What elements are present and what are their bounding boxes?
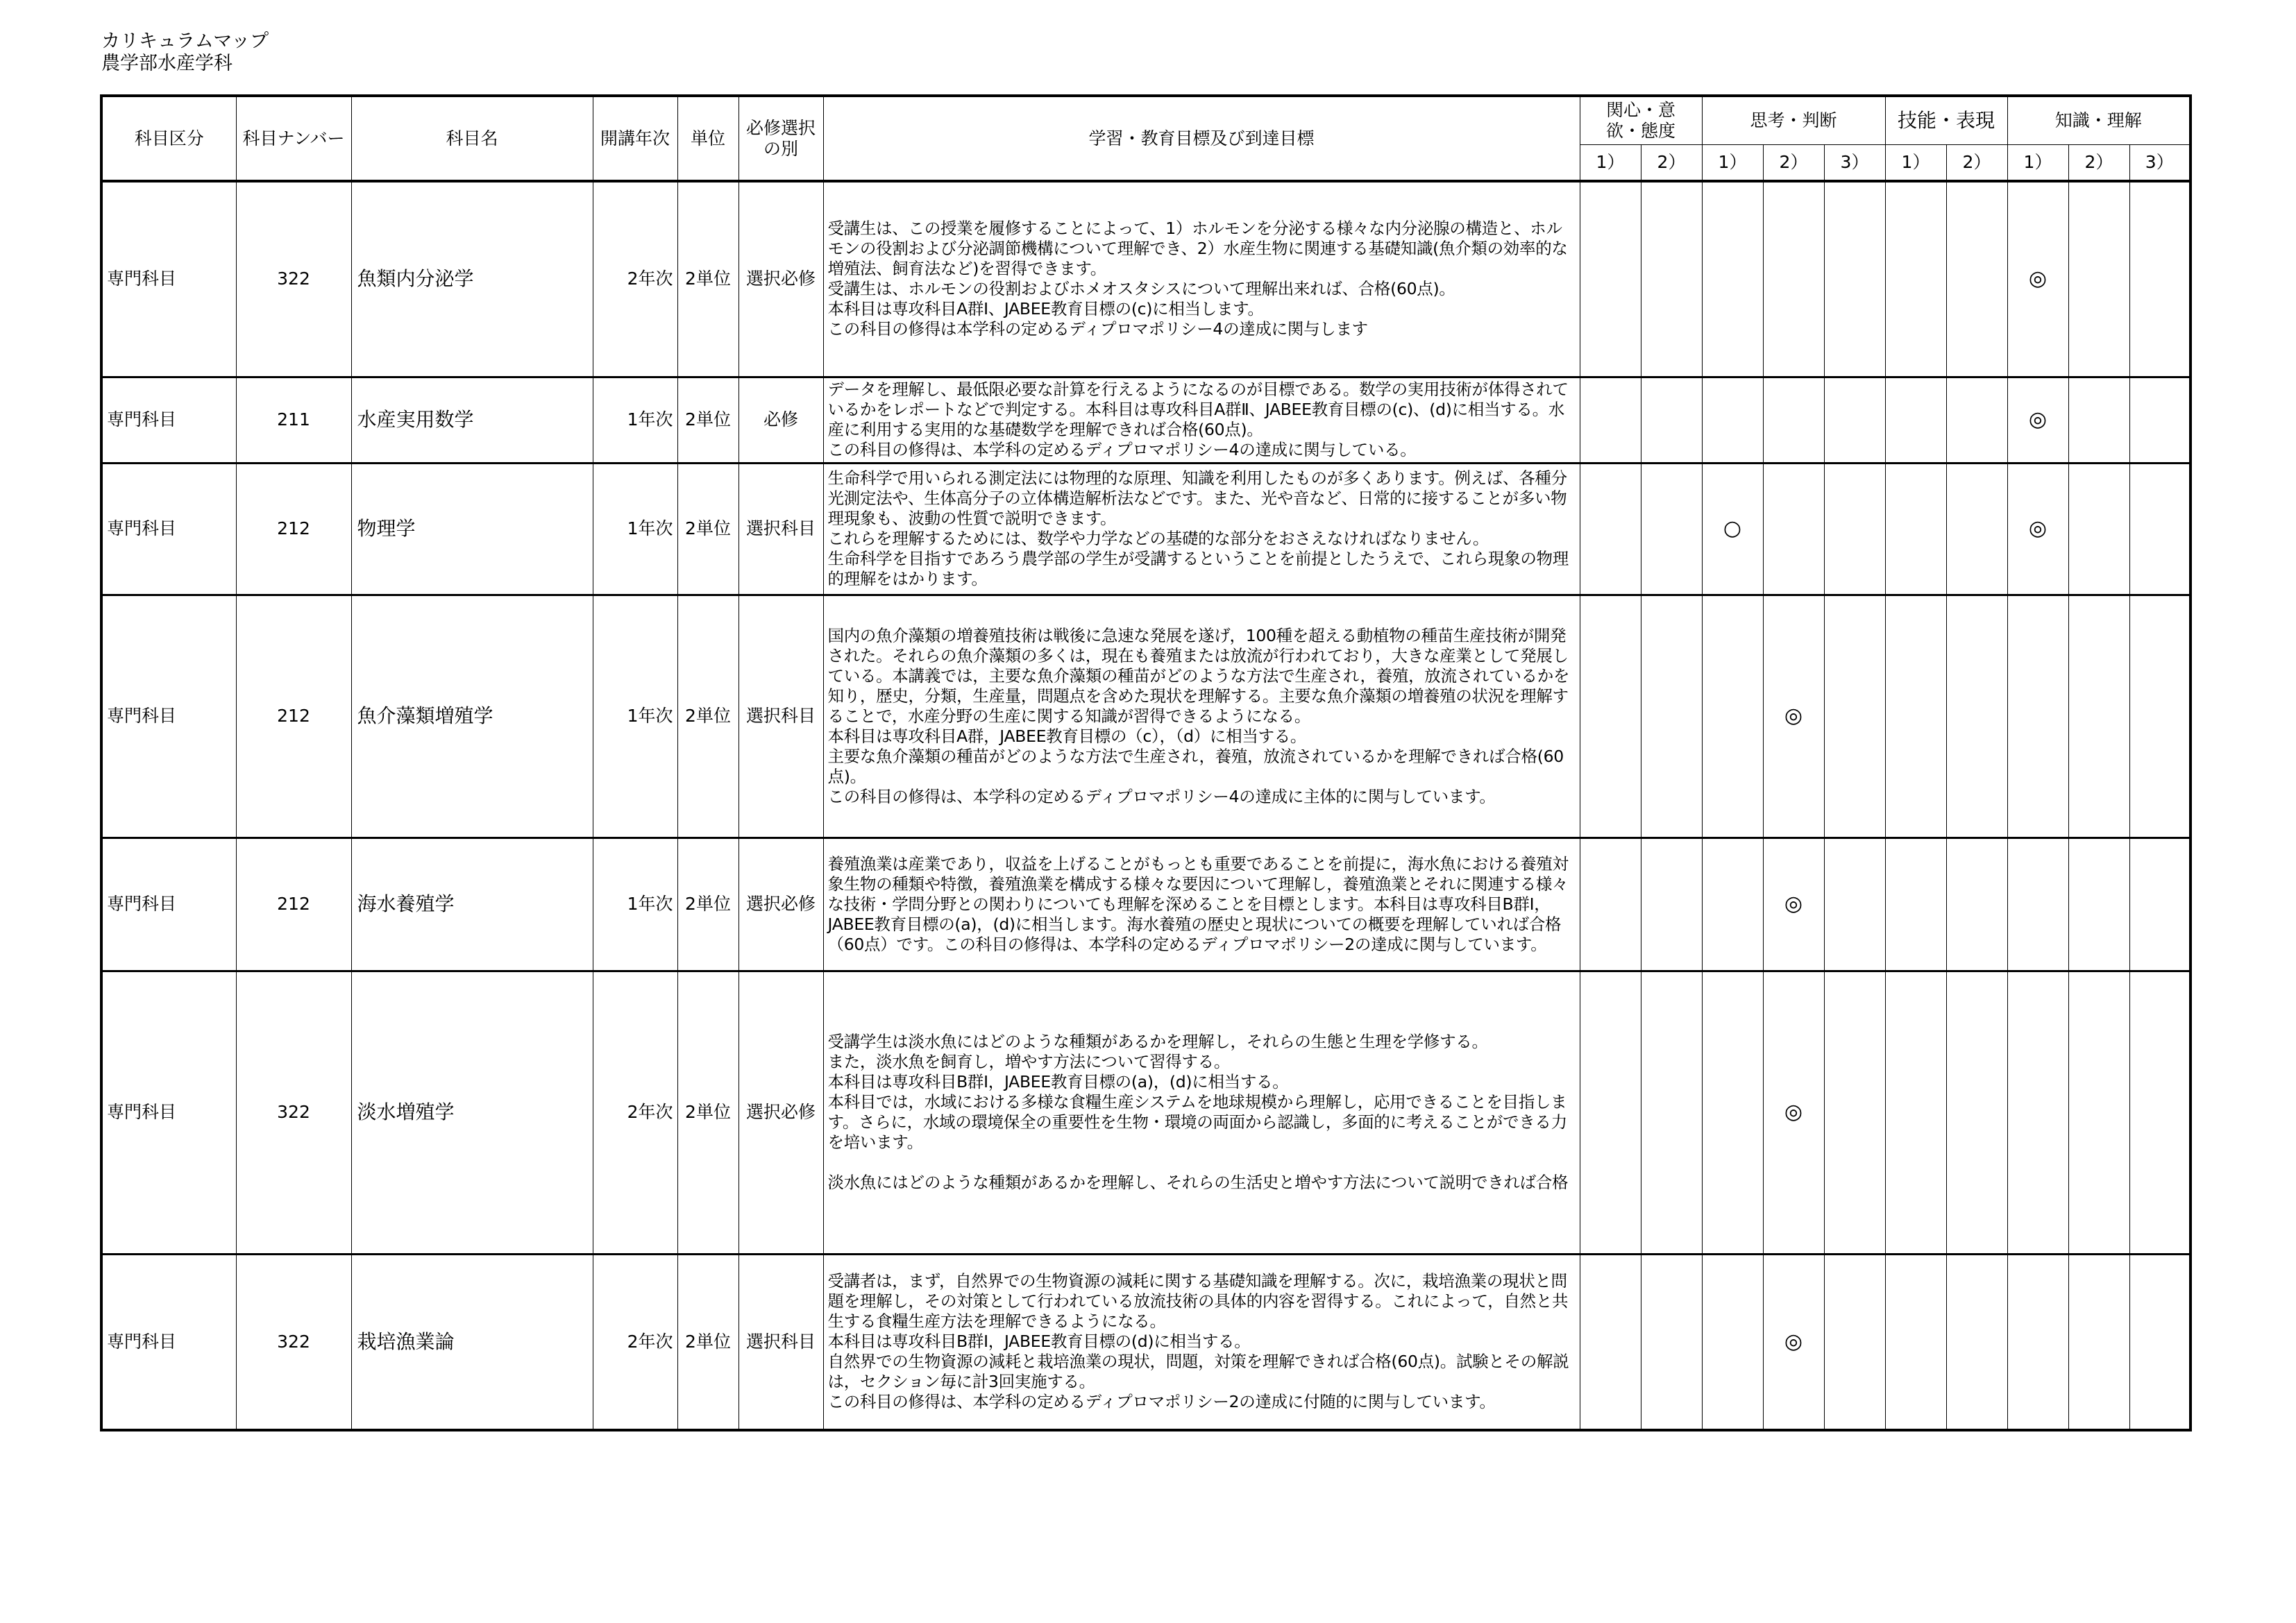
subject-name: 物理学 — [351, 463, 593, 595]
subject-name: 魚介藻類増殖学 — [351, 595, 593, 838]
subject-year: 1年次 — [593, 377, 677, 463]
subject-requirement: 選択科目 — [738, 463, 823, 595]
evaluation-mark — [1885, 595, 1946, 838]
evaluation-mark — [1580, 463, 1641, 595]
header-sub-thinking-3: 3） — [1824, 145, 1885, 182]
evaluation-mark — [2129, 838, 2191, 971]
evaluation-mark — [2007, 838, 2068, 971]
header-category: 科目区分 — [101, 96, 236, 181]
evaluation-mark — [1641, 595, 1702, 838]
header-name: 科目名 — [351, 96, 593, 181]
evaluation-mark — [1946, 838, 2007, 971]
subject-unit: 2単位 — [677, 463, 738, 595]
evaluation-mark: ◎ — [1763, 838, 1824, 971]
evaluation-mark — [1702, 838, 1763, 971]
table-row — [101, 971, 2191, 1254]
evaluation-mark — [1946, 463, 2007, 595]
subject-category: 専門科目 — [101, 971, 236, 1254]
header-sub-interest-2: 2） — [1641, 145, 1702, 182]
subject-year: 2年次 — [593, 971, 677, 1254]
header-sub-thinking-1: 1） — [1702, 145, 1763, 182]
evaluation-mark — [2007, 595, 2068, 838]
evaluation-mark — [2129, 595, 2191, 838]
evaluation-mark — [2129, 1254, 2191, 1430]
subject-description: 受講学生は淡水魚にはどのような種類があるかを理解し，それらの生態と生理を学修する。 また，淡水魚を飼育し，増やす方法について習得する。 本科目は専攻科目B群Ⅰ，JABEE教育目標の(a)，(d)に相当する。 本科目では，水域における多様な食糧生産システムを地球規模から理解し，応用できることを目指します。さらに，水域の環境保全の重要性を生物・環境の両面から認識し，多面的に考えることができる力を培います。 淡水魚にはどのような種類があるかを理解し、それらの生活史と増やす方法について説明できれば合格 — [823, 971, 1580, 1254]
header-sub-skill-1: 1） — [1885, 145, 1946, 182]
subject-requirement: 必修 — [738, 377, 823, 463]
evaluation-mark — [2068, 181, 2129, 377]
evaluation-mark — [1580, 595, 1641, 838]
header-sub-knowledge-3: 3） — [2129, 145, 2191, 182]
evaluation-mark — [1824, 463, 1885, 595]
header-unit: 単位 — [677, 96, 738, 181]
evaluation-mark — [1580, 377, 1641, 463]
evaluation-mark — [1702, 181, 1763, 377]
curriculum-table — [100, 94, 2192, 1431]
title-line-1: カリキュラムマップ — [101, 31, 269, 52]
evaluation-mark — [1824, 971, 1885, 1254]
evaluation-mark — [1702, 377, 1763, 463]
evaluation-mark — [1580, 838, 1641, 971]
subject-unit: 2単位 — [677, 971, 738, 1254]
subject-unit: 2単位 — [677, 377, 738, 463]
evaluation-mark — [1885, 377, 1946, 463]
subject-description: 生命科学で用いられる測定法には物理的な原理、知識を利用したものが多くあります。例えば、各種分光測定法や、生体高分子の立体構造解析法などです。また、光や音など、日常的に接することが多い物理現象も、波動の性質で説明できます。 これらを理解するためには、数学や力学などの基礎的な部分をおさえなければなりません。 生命科学を目指すであろう農学部の学生が受講するということを前提としたうえで、これら現象の物理的理解をはかります。 — [823, 463, 1580, 595]
subject-category: 専門科目 — [101, 595, 236, 838]
header-group-thinking: 思考・判断 — [1702, 96, 1885, 145]
subject-number: 211 — [236, 377, 351, 463]
header-number: 科目ナンバー — [236, 96, 351, 181]
subject-name: 水産実用数学 — [351, 377, 593, 463]
table-row — [101, 463, 2191, 595]
header-sub-thinking-2: 2） — [1763, 145, 1824, 182]
evaluation-mark — [1824, 377, 1885, 463]
evaluation-mark — [1641, 838, 1702, 971]
table-body — [101, 181, 2191, 1430]
subject-number: 322 — [236, 971, 351, 1254]
evaluation-mark: ◎ — [1763, 1254, 1824, 1430]
evaluation-mark — [1946, 1254, 2007, 1430]
subject-year: 1年次 — [593, 595, 677, 838]
subject-name: 淡水増殖学 — [351, 971, 593, 1254]
evaluation-mark — [1580, 1254, 1641, 1430]
evaluation-mark — [1763, 377, 1824, 463]
subject-requirement: 選択科目 — [738, 595, 823, 838]
subject-number: 322 — [236, 1254, 351, 1430]
evaluation-mark — [1641, 181, 1702, 377]
subject-number: 212 — [236, 838, 351, 971]
subject-description: データを理解し、最低限必要な計算を行えるようになるのが目標である。数学の実用技術が体得されているかをレポートなどで判定する。本科目は専攻科目A群Ⅱ、JABEE教育目標の(c)、(d)に相当する。水産に利用する実用的な基礎数学を理解できれば合格(60点)。 この科目の修得は、本学科の定めるディプロマポリシー4の達成に関与している。 — [823, 377, 1580, 463]
evaluation-mark — [1702, 595, 1763, 838]
header-sub-skill-2: 2） — [1946, 145, 2007, 182]
subject-number: 212 — [236, 463, 351, 595]
subject-number: 322 — [236, 181, 351, 377]
subject-year: 1年次 — [593, 463, 677, 595]
evaluation-mark — [1641, 463, 1702, 595]
evaluation-mark: ◎ — [2007, 463, 2068, 595]
evaluation-mark — [2129, 377, 2191, 463]
evaluation-mark: ◎ — [1763, 971, 1824, 1254]
evaluation-mark — [1946, 377, 2007, 463]
subject-category: 専門科目 — [101, 838, 236, 971]
subject-category: 専門科目 — [101, 181, 236, 377]
subject-description: 国内の魚介藻類の増養殖技術は戦後に急速な発展を遂げ，100種を超える動植物の種苗生産技術が開発された。それらの魚介藻類の多くは，現在も養殖または放流が行われており，大きな産業として発展している。本講義では，主要な魚介藻類の種苗がどのような方法で生産され，養殖，放流されているかを知り，歴史，分類，生産量，問題点を含めた現状を理解する。主要な魚介藻類の増養殖の状況を理解することで，水産分野の生産に関する知識が習得できるようになる。 本科目は専攻科目A群，JABEE教育目標の（c），（d）に相当する。 主要な魚介藻類の種苗がどのような方法で生産され，養殖，放流されているかを理解できれば合格(60点)。 この科目の修得は、本学科の定めるディプロマポリシー4の達成に主体的に関与しています。 — [823, 595, 1580, 838]
evaluation-mark — [1763, 181, 1824, 377]
evaluation-mark — [1641, 971, 1702, 1254]
evaluation-mark — [2068, 377, 2129, 463]
subject-description: 受講生は、この授業を履修することによって、1）ホルモンを分泌する様々な内分泌腺の構造と、ホルモンの役割および分泌調節機構について理解でき、2）水産生物に関連する基礎知識(魚介類の効率的な増殖法、飼育法など)を習得できます。 受講生は、ホルモンの役割およびホメオスタシスについて理解出来れば、合格(60点)。 本科目は専攻科目A群I、JABEE教育目標の(c)に相当します。 この科目の修得は本学科の定めるディプロマポリシー4の達成に関与します — [823, 181, 1580, 377]
header-sub-interest-1: 1） — [1580, 145, 1641, 182]
header-sub-knowledge-2: 2） — [2068, 145, 2129, 182]
evaluation-mark — [1641, 377, 1702, 463]
subject-unit: 2単位 — [677, 595, 738, 838]
evaluation-mark — [1824, 181, 1885, 377]
subject-description: 養殖漁業は産業であり，収益を上げることがもっとも重要であることを前提に，海水魚における養殖対象生物の種類や特徴，養殖漁業を構成する様々な要因について理解し，養殖漁業とそれに関連する様々な技術・学問分野との関わりについても理解を深めることを目標とします。本科目は専攻科目B群Ⅰ，JABEE教育目標の(a)，(d)に相当します。海水養殖の歴史と現状についての概要を理解していれば合格（60点）です。この科目の修得は、本学科の定めるディプロマポリシー2の達成に関与しています。 — [823, 838, 1580, 971]
header-group-skill: 技能・表現 — [1885, 96, 2007, 145]
subject-category: 専門科目 — [101, 1254, 236, 1430]
subject-number: 212 — [236, 595, 351, 838]
subject-category: 専門科目 — [101, 377, 236, 463]
evaluation-mark — [2129, 181, 2191, 377]
subject-unit: 2単位 — [677, 838, 738, 971]
evaluation-mark — [2068, 595, 2129, 838]
evaluation-mark — [1763, 463, 1824, 595]
evaluation-mark — [1824, 595, 1885, 838]
evaluation-mark — [1946, 595, 2007, 838]
table-row — [101, 595, 2191, 838]
evaluation-mark: ◎ — [1763, 595, 1824, 838]
evaluation-mark — [1885, 971, 1946, 1254]
subject-requirement: 選択必修 — [738, 838, 823, 971]
subject-year: 2年次 — [593, 181, 677, 377]
evaluation-mark — [2068, 463, 2129, 595]
header-requirement: 必修選択の別 — [738, 96, 823, 181]
evaluation-mark — [1885, 463, 1946, 595]
subject-description: 受講者は，まず，自然界での生物資源の減耗に関する基礎知識を理解する。次に，栽培漁業の現状と問題を理解し，その対策として行われている放流技術の具体的内容を習得する。これによって，自然と共生する食糧生産方法を理解できるようになる。 本科目は専攻科目B群Ⅰ，JABEE教育目標の(d)に相当する。 自然界での生物資源の減耗と栽培漁業の現状，問題，対策を理解できれば合格(60点)。試験とその解説は，セクション毎に計3回実施する。 この科目の修得は、本学科の定めるディプロマポリシー2の達成に付随的に関与しています。 — [823, 1254, 1580, 1430]
title-line-2: 農学部水産学科 — [101, 53, 233, 74]
evaluation-mark — [2007, 1254, 2068, 1430]
evaluation-mark — [2007, 971, 2068, 1254]
evaluation-mark — [1641, 1254, 1702, 1430]
table-row — [101, 181, 2191, 377]
subject-requirement: 選択必修 — [738, 181, 823, 377]
subject-category: 専門科目 — [101, 463, 236, 595]
evaluation-mark — [1824, 838, 1885, 971]
document-title — [101, 31, 269, 75]
header-goals: 学習・教育目標及び到達目標 — [823, 96, 1580, 181]
subject-unit: 2単位 — [677, 1254, 738, 1430]
evaluation-mark — [2068, 971, 2129, 1254]
evaluation-mark — [1885, 1254, 1946, 1430]
evaluation-mark — [2129, 463, 2191, 595]
evaluation-mark — [2129, 971, 2191, 1254]
table-row — [101, 1254, 2191, 1430]
table-row — [101, 838, 2191, 971]
subject-year: 1年次 — [593, 838, 677, 971]
evaluation-mark — [2068, 1254, 2129, 1430]
evaluation-mark — [1702, 971, 1763, 1254]
evaluation-mark: ◎ — [2007, 181, 2068, 377]
subject-name: 海水養殖学 — [351, 838, 593, 971]
table-row — [101, 377, 2191, 463]
header-sub-knowledge-1: 1） — [2007, 145, 2068, 182]
evaluation-mark — [1885, 838, 1946, 971]
subject-name: 魚類内分泌学 — [351, 181, 593, 377]
subject-requirement: 選択必修 — [738, 971, 823, 1254]
subject-year: 2年次 — [593, 1254, 677, 1430]
subject-name: 栽培漁業論 — [351, 1254, 593, 1430]
evaluation-mark — [1946, 181, 2007, 377]
evaluation-mark — [1702, 1254, 1763, 1430]
evaluation-mark: ○ — [1702, 463, 1763, 595]
header-group-interest: 関心・意欲・態度 — [1580, 96, 1702, 145]
table-header — [101, 96, 2191, 181]
evaluation-mark — [2068, 838, 2129, 971]
evaluation-mark — [1885, 181, 1946, 377]
evaluation-mark — [1580, 971, 1641, 1254]
evaluation-mark: ◎ — [2007, 377, 2068, 463]
evaluation-mark — [1946, 971, 2007, 1254]
evaluation-mark — [1824, 1254, 1885, 1430]
subject-requirement: 選択科目 — [738, 1254, 823, 1430]
subject-unit: 2単位 — [677, 181, 738, 377]
header-year: 開講年次 — [593, 96, 677, 181]
header-group-knowledge: 知識・理解 — [2007, 96, 2191, 145]
evaluation-mark — [1580, 181, 1641, 377]
